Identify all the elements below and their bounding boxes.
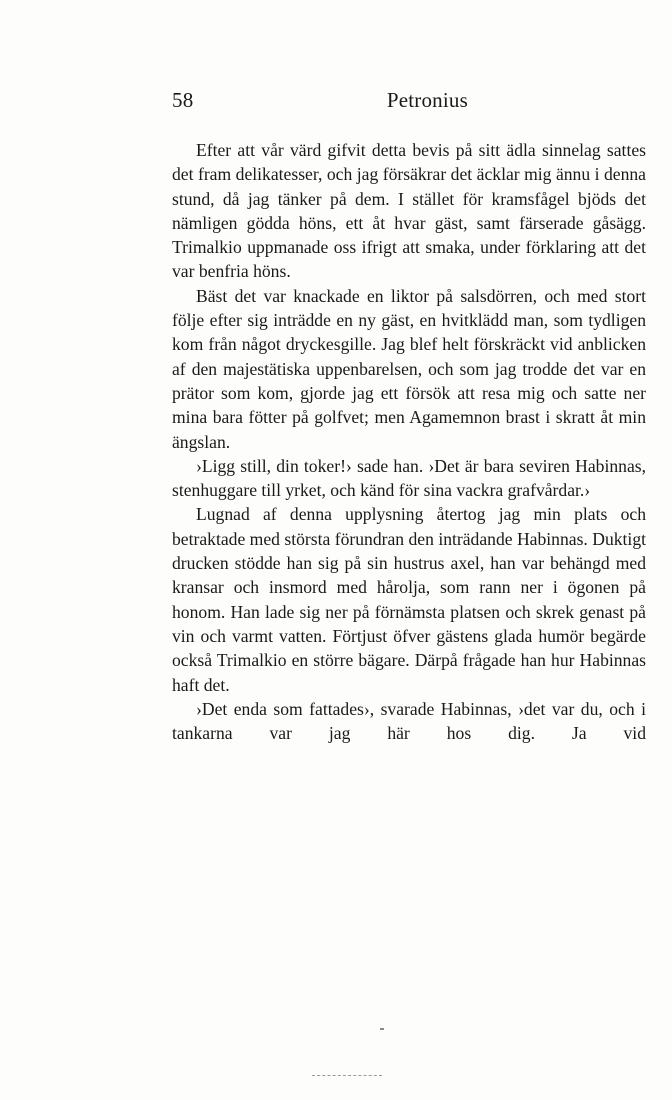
running-title: Petronius [386, 88, 468, 112]
scan-smudge [312, 1075, 382, 1076]
running-head [172, 88, 498, 120]
paragraph-3: ›Ligg still, din toker!› sade han. ›Det är bara seviren Habinnas, stenhuggare till yrket, och känd för sina vackra grafvårdar.› [172, 455, 646, 501]
paragraph-4: Lugnad af denna upplysning återtog jag min plats och betraktade med största förundran den inträdande Habinnas. Duktigt drucken stödde han sig på sin hustrus axel, han var behängd med kransar och insmord med hårolja, som rann ner i ögonen på honom. Han lade sig ner på förnämsta platsen och skrek genast på vin och varmt vatten. Förtjust öfver gästens glada humör begärde också Trimalkio en större bägare. Därpå frågade han hur Habinnas haft det. [172, 504, 646, 695]
paragraph-2: Bäst det var knackade en liktor på salsdörren, och med stort följe efter sig inträdde en ny gäst, en hvitklädd man, som tydligen kom från något dryckesgille. Jag blef helt förskräckt vid anblicken af den majestätiska uppenbarelsen, och som jag trodde det var en prätor som kom, gjorde jag ett försök att resa mig och satte ner mina bara fötter på golfvet; men Agamemnon brast i skratt åt min ängslan. [172, 285, 646, 452]
paragraph-5: ›Det enda som fattades›, svarade Habinnas, ›det var du, och i tankarna var jag här hos dig. Ja vid [172, 698, 646, 744]
text-body [172, 138, 646, 745]
ink-speck [380, 1028, 384, 1030]
paragraph-1: Efter att vår värd gifvit detta bevis på sitt ädla sinnelag sattes det fram delikatesser, och jag försäkrar det äcklar mig ännu i denna stund, då jag tänker på dem. I stället för kramsfågel bjöds det nämligen gödda höns, ett åt hvar gäst, samt färserade gåsägg. Trimalkio uppmanade oss ifrigt att smaka, under förklaring att det var benfria höns. [172, 140, 646, 282]
page-number: 58 [172, 88, 194, 112]
